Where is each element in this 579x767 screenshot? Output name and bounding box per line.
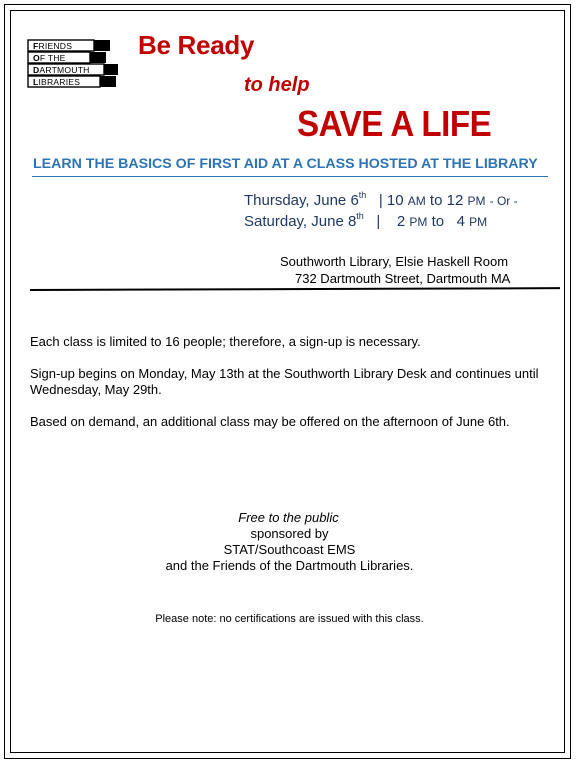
venue-room: Southworth Library, Elsie Haskell Room bbox=[280, 254, 509, 269]
schedule-day: Saturday, June 8 bbox=[244, 213, 357, 230]
sponsor-friends: and the Friends of the Dartmouth Libraries. bbox=[165, 558, 414, 573]
schedule-to: to 4 bbox=[431, 213, 465, 230]
am-label: AM bbox=[407, 194, 426, 208]
pm-label: PM bbox=[467, 194, 486, 208]
sponsored-by: sponsored by bbox=[250, 526, 329, 541]
headline-to-help: to help bbox=[244, 74, 310, 96]
friends-of-dartmouth-libraries-logo bbox=[26, 38, 126, 90]
venue-address: 732 Dartmouth Street, Dartmouth MA bbox=[295, 271, 511, 286]
schedule-saturday bbox=[244, 213, 487, 230]
schedule-to: to 12 bbox=[429, 192, 464, 209]
logo-line-dartmouth: DARTMOUTH bbox=[33, 65, 90, 75]
subheading-underline bbox=[32, 176, 548, 177]
logo-line-friends: FRIENDS bbox=[33, 41, 73, 51]
class-size-note: Each class is limited to 16 people; therefore, a sign-up is necessary. bbox=[30, 334, 421, 349]
schedule-separator-start: | 2 bbox=[376, 213, 406, 230]
pm-label: PM bbox=[469, 215, 488, 229]
ordinal-suffix: th bbox=[358, 190, 367, 200]
headline-be-ready: Be Ready bbox=[138, 30, 255, 60]
or-label: - Or - bbox=[489, 194, 518, 208]
logo-line-of-the: OF THE bbox=[33, 53, 66, 63]
pm-label: PM bbox=[409, 215, 428, 229]
logo-line-libraries: LIBRARIES bbox=[33, 77, 81, 87]
free-to-public: Free to the public bbox=[238, 510, 339, 525]
sponsor-stat-southcoast: STAT/Southcoast EMS bbox=[223, 542, 356, 557]
signup-dates-note: Sign-up begins on Monday, May 13th at the Southworth Library Desk and continues until Wednesday, May 29th. bbox=[30, 366, 539, 397]
ordinal-suffix: th bbox=[356, 211, 364, 221]
schedule-day: Thursday, June 6 bbox=[244, 192, 359, 209]
headline-save-a-life: SAVE A LIFE bbox=[297, 103, 492, 144]
schedule-thursday bbox=[244, 192, 518, 209]
schedule-separator-start: | 10 bbox=[378, 192, 404, 209]
certification-note: Please note: no certifications are issued with this class. bbox=[155, 613, 424, 625]
additional-class-note: Based on demand, an additional class may be offered on the afternoon of June 6th. bbox=[30, 414, 510, 429]
class-subheading: LEARN THE BASICS OF FIRST AID AT A CLASS HOSTED AT THE LIBRARY bbox=[33, 156, 538, 172]
